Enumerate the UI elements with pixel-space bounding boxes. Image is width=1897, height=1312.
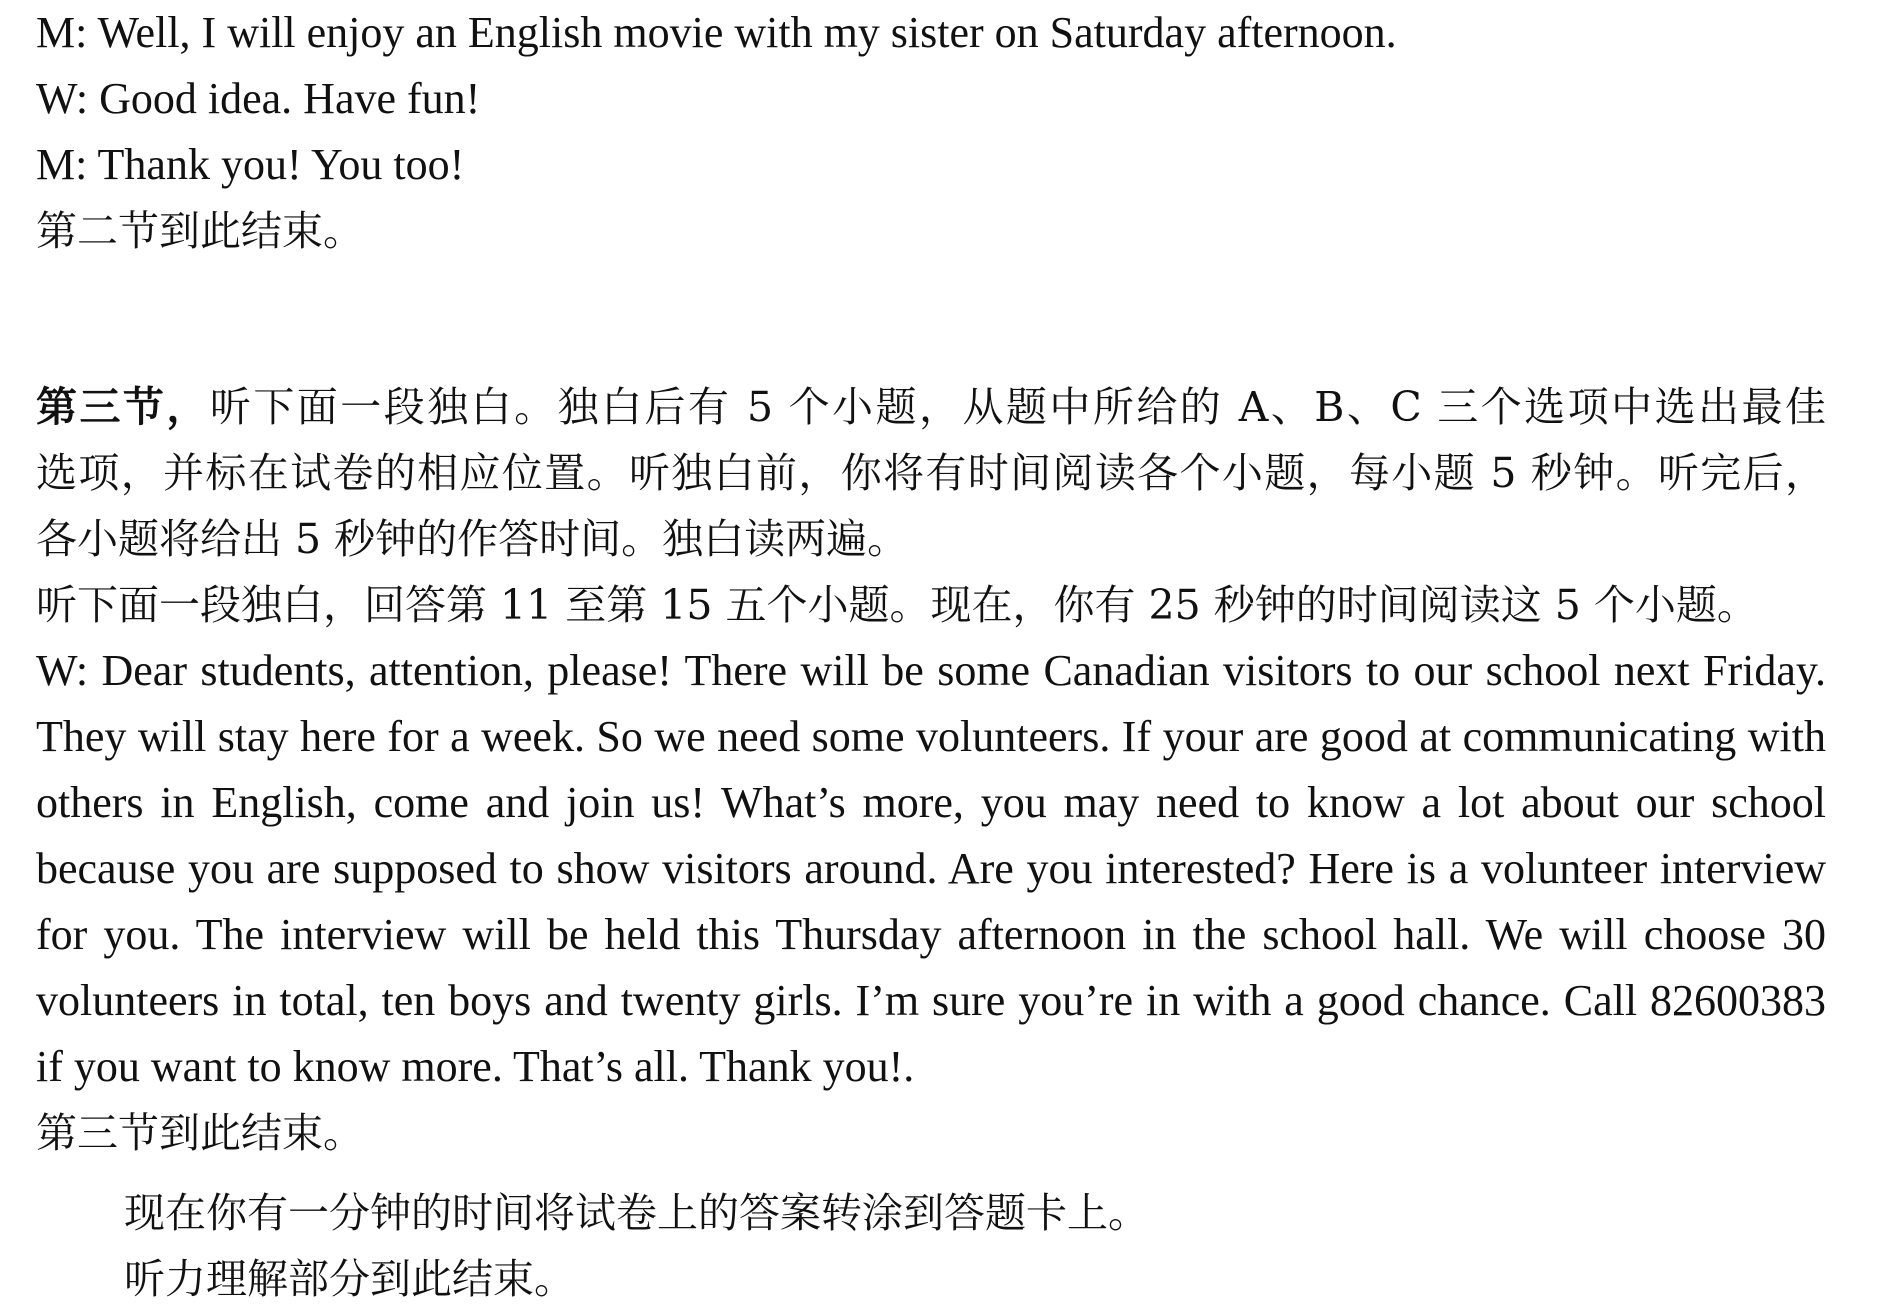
section3-instruction-line-3: 各小题将给出 5 秒钟的作答时间。独白读两遍。 xyxy=(36,515,909,563)
section3-instruction-line-2: 选项，并标在试卷的相应位置。听独白前，你将有时间阅读各个小题，每小题 5 秒钟。听完后， xyxy=(36,449,1826,497)
section-spacer xyxy=(36,264,1826,374)
section3-instruction-line-1 xyxy=(36,374,1826,440)
closing-line: 现在你有一分钟的时间将试卷上的答案转涂到答题卡上。 xyxy=(124,1189,1149,1237)
closing-section xyxy=(36,1180,1826,1312)
instruction-text: 听下面一段独白。独白后有 5 个小题，从题中所给的 A、B、C 三个选项中选出最佳 xyxy=(209,383,1826,431)
dialogue-section xyxy=(36,0,1826,264)
monologue-line: volunteers in total, ten boys and twenty girls. I’m sure you’re in with a good chance. Call 82600383 xyxy=(36,976,1826,1025)
dialogue-line: M: Thank you! You too! xyxy=(36,140,465,189)
monologue-line: for you. The interview will be held this Thursday afternoon in the school hall. We will choose 30 xyxy=(36,910,1826,959)
monologue-line: They will stay here for a week. So we need some volunteers. If your are good at communicating with xyxy=(36,712,1826,761)
dialogue-line: W: Good idea. Have fun! xyxy=(36,74,481,123)
section3-heading: 第三节， xyxy=(36,383,210,431)
document-page xyxy=(36,0,1826,1312)
section2-end-text: 第二节到此结束。 xyxy=(36,207,364,255)
monologue-line: others in English, come and join us! What’s more, you may need to know a lot about our school xyxy=(36,778,1826,827)
dialogue-line: M: Well, I will enjoy an English movie with my sister on Saturday afternoon. xyxy=(36,8,1397,57)
monologue-line: if you want to know more. That’s all. Thank you!. xyxy=(36,1042,915,1091)
section3 xyxy=(36,374,1826,1166)
monologue-line: because you are supposed to show visitors around. Are you interested? Here is a volunteer interview xyxy=(36,844,1826,893)
monologue-line: W: Dear students, attention, please! There will be some Canadian visitors to our school next Friday. xyxy=(36,646,1826,695)
closing-line: 听力理解部分到此结束。 xyxy=(124,1255,575,1303)
section3-end-text: 第三节到此结束。 xyxy=(36,1109,364,1157)
monologue xyxy=(36,638,1826,1100)
section3-prompt: 听下面一段独白，回答第 11 至第 15 五个小题。现在，你有 25 秒钟的时间阅读这 5 个小题。 xyxy=(36,581,1758,629)
